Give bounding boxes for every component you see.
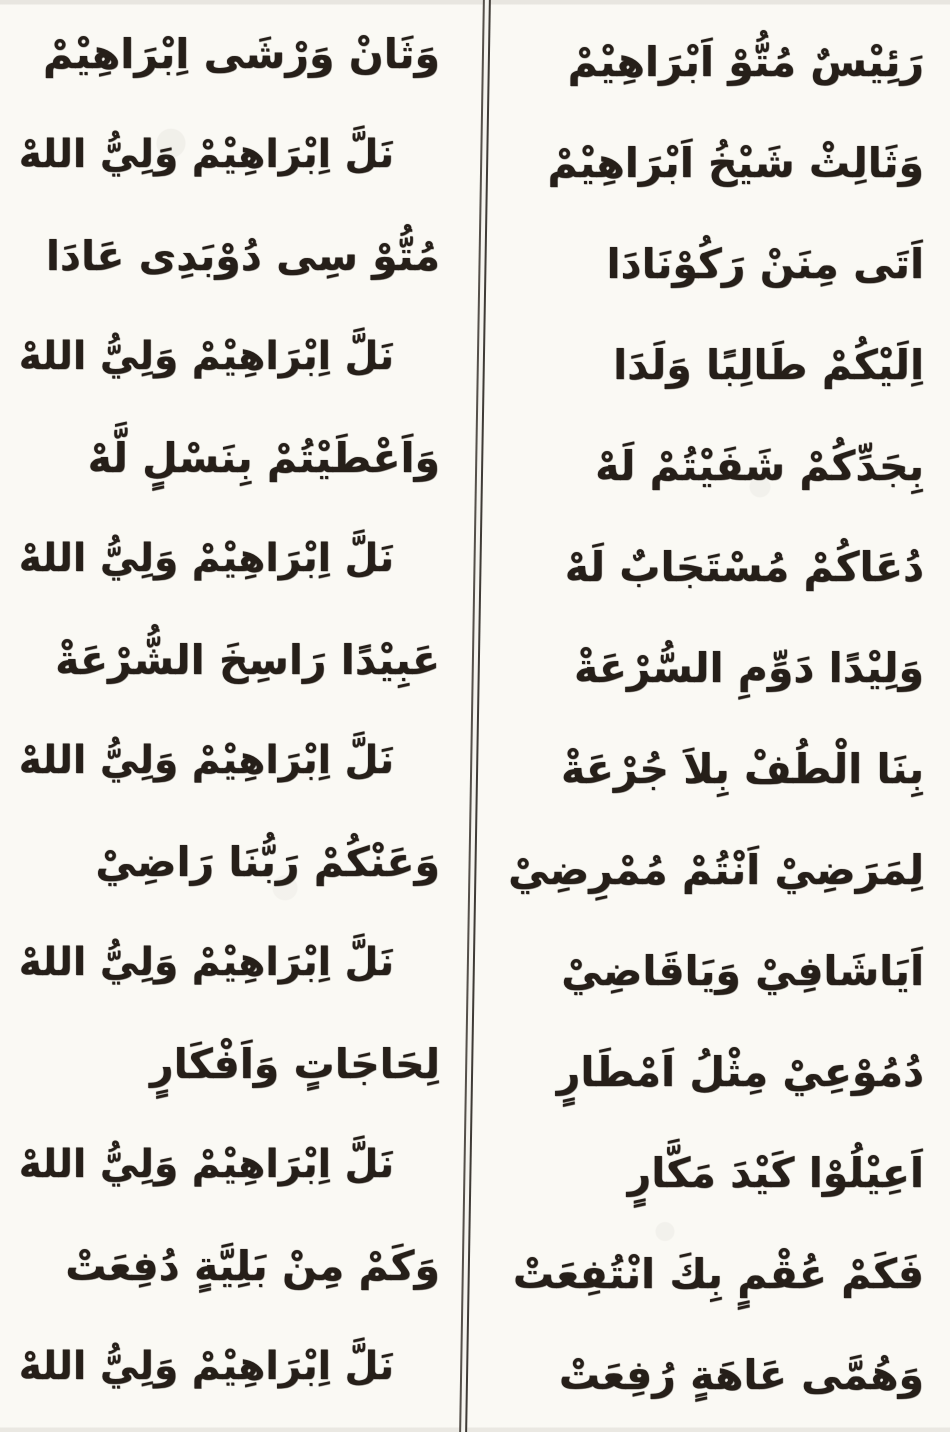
poem-line-first-hemistich: وَهُمَّى عَاهَةٍ رُفِعَتْ bbox=[558, 1350, 924, 1399]
poem-line-first-hemistich: اَيَاشَافِيْ وَيَاقَاضِيْ bbox=[561, 946, 924, 995]
poem-line-refrain: نَلَّ اِبْرَاهِيْمْ وَلِيُّ اللهْ bbox=[18, 334, 394, 380]
poem-line-first-hemistich: وَلِيْدًا دَوِّمِ السُّرْعَةْ bbox=[573, 643, 924, 692]
poem-line-second-hemistich: مُتُّوْ سِى دُوْبَدِى عَادَا bbox=[45, 231, 440, 280]
poem-line-refrain: نَلَّ اِبْرَاهِيْمْ وَلِيُّ اللهْ bbox=[18, 1142, 394, 1188]
poem-line-refrain: نَلَّ اِبْرَاهِيْمْ وَلِيُّ اللهْ bbox=[18, 940, 394, 986]
poem-line-second-hemistich: وَثَانْ وَرْشَى اِبْرَاهِيْمْ bbox=[42, 29, 440, 78]
poem-line-refrain: نَلَّ اِبْرَاهِيْمْ وَلِيُّ اللهْ bbox=[18, 1344, 394, 1390]
poem-line-first-hemistich: اَتَى مِنَنْ رَكُوْنَادَا bbox=[606, 239, 924, 288]
poem-line-first-hemistich: رَئِيْسٌ مُتُّوْ اَبْرَاهِيْمْ bbox=[567, 37, 924, 86]
poem-line-first-hemistich: دُمُوْعِيْ مِثْلُ اَمْطَارٍ bbox=[556, 1047, 924, 1096]
poem-line-first-hemistich: وَثَالِثْ شَيْخُ اَبْرَاهِيْمْ bbox=[547, 138, 924, 187]
poem-line-first-hemistich: فَكَمْ عُقْمٍ بِكَ انْتُفِعَتْ bbox=[512, 1249, 924, 1298]
poem-line-first-hemistich: اِلَيْكُمْ طَالِبًا وَلَدَا bbox=[613, 340, 924, 389]
second-hemistich-column bbox=[0, 0, 466, 1432]
poem-line-first-hemistich: دُعَاكُمْ مُسْتَجَابٌ لَهْ bbox=[564, 542, 924, 591]
poem-line-first-hemistich: بِنَا الْطُفْ بِلاَ جُرْعَةْ bbox=[560, 744, 924, 793]
first-hemistich-column bbox=[490, 0, 950, 1432]
poem-line-second-hemistich: وَاَعْطَيْتُمْ بِنَسْلٍ لَّهْ bbox=[87, 433, 440, 482]
poem-line-refrain: نَلَّ اِبْرَاهِيْمْ وَلِيُّ اللهْ bbox=[18, 536, 394, 582]
poem-line-first-hemistich: بِجَدِّكُمْ شَفَيْتُمْ لَهْ bbox=[595, 441, 924, 490]
poem-line-refrain: نَلَّ اِبْرَاهِيْمْ وَلِيُّ اللهْ bbox=[18, 132, 394, 178]
poem-line-second-hemistich: وَعَنْكُمْ رَبُّنَا رَاضِيْ bbox=[95, 837, 440, 886]
poem-line-first-hemistich: لِمَرَضِيْ اَنْتُمْ مُمْرِضِيْ bbox=[508, 845, 924, 894]
poem-line-second-hemistich: وَكَمْ مِنْ بَلِيَّةٍ دُفِعَتْ bbox=[65, 1241, 440, 1290]
poem-line-second-hemistich: عَبِيْدًا رَاسِخَ الشُّرْعَةْ bbox=[55, 635, 440, 684]
poem-line-refrain: نَلَّ اِبْرَاهِيْمْ وَلِيُّ اللهْ bbox=[18, 738, 394, 784]
poem-line-second-hemistich: لِحَاجَاتٍ وَاَفْكَارٍ bbox=[150, 1039, 440, 1088]
poem-line-first-hemistich: اَعِيْلُوْا كَيْدَ مَكَّارٍ bbox=[627, 1148, 924, 1197]
